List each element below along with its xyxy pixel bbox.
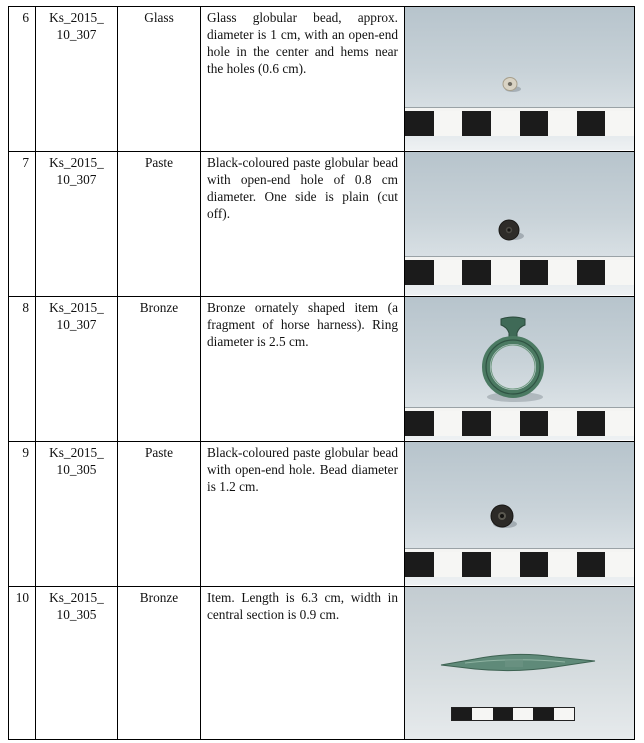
black-bead-icon — [405, 442, 625, 552]
photo-cell — [405, 297, 635, 442]
bronze-blade-photo — [405, 587, 634, 739]
measurement-scale — [405, 256, 634, 285]
photo-cell — [405, 152, 635, 297]
item-number: 10 — [9, 587, 36, 740]
photo-cell — [405, 587, 635, 740]
item-number: 8 — [9, 297, 36, 442]
table-row — [9, 297, 635, 442]
item-number: 7 — [9, 152, 36, 297]
inventory-id — [36, 152, 118, 297]
black-bead-icon — [405, 152, 625, 262]
item-number: 6 — [9, 7, 36, 152]
description: Black-coloured paste globular bead with open-end hole. Bead diameter is 1.2 cm. — [201, 442, 405, 587]
table-row — [9, 587, 635, 740]
inventory-id-part1: Ks_2015_ — [49, 590, 104, 605]
inventory-id-part2: 10_307 — [56, 172, 97, 187]
inventory-id-part1: Ks_2015_ — [49, 10, 104, 25]
bronze-ring-photo — [405, 297, 634, 440]
inventory-id-part1: Ks_2015_ — [49, 155, 104, 170]
material: Glass — [118, 7, 201, 152]
description: Bronze ornately shaped item (a fragment of horse harness). Ring diameter is 2.5 cm. — [201, 297, 405, 442]
black-paste-bead-photo — [405, 442, 634, 585]
inventory-id — [36, 442, 118, 587]
inventory-id-part1: Ks_2015_ — [49, 300, 104, 315]
material: Paste — [118, 152, 201, 297]
measurement-scale — [405, 407, 634, 436]
description: Black-coloured paste globular bead with open-end hole of 0.8 cm diameter. One side is plain (cut off). — [201, 152, 405, 297]
table-row — [9, 7, 635, 152]
description: Item. Length is 6.3 cm, width in central section is 0.9 cm. — [201, 587, 405, 740]
glass-bead-photo — [405, 7, 634, 150]
glass-bead-icon — [405, 7, 625, 117]
finds-catalogue-table — [8, 6, 635, 740]
material: Paste — [118, 442, 201, 587]
bronze-ring-icon — [405, 297, 625, 407]
inventory-id — [36, 587, 118, 740]
material: Bronze — [118, 587, 201, 740]
inventory-id-part2: 10_307 — [56, 317, 97, 332]
table-row — [9, 152, 635, 297]
inventory-id — [36, 297, 118, 442]
inventory-id — [36, 7, 118, 152]
material: Bronze — [118, 297, 201, 442]
inventory-id-part2: 10_307 — [56, 27, 97, 42]
photo-cell — [405, 442, 635, 587]
photo-cell — [405, 7, 635, 152]
inventory-id-part2: 10_305 — [56, 607, 97, 622]
item-number: 9 — [9, 442, 36, 587]
description: Glass globular bead, approx. diameter is 1 cm, with an open-end hole in the center and hems near the holes (0.6 cm). — [201, 7, 405, 152]
measurement-scale — [451, 707, 575, 721]
black-paste-bead-photo — [405, 152, 634, 295]
inventory-id-part2: 10_305 — [56, 462, 97, 477]
table-row — [9, 442, 635, 587]
measurement-scale — [405, 548, 634, 577]
inventory-id-part1: Ks_2015_ — [49, 445, 104, 460]
measurement-scale — [405, 107, 634, 136]
